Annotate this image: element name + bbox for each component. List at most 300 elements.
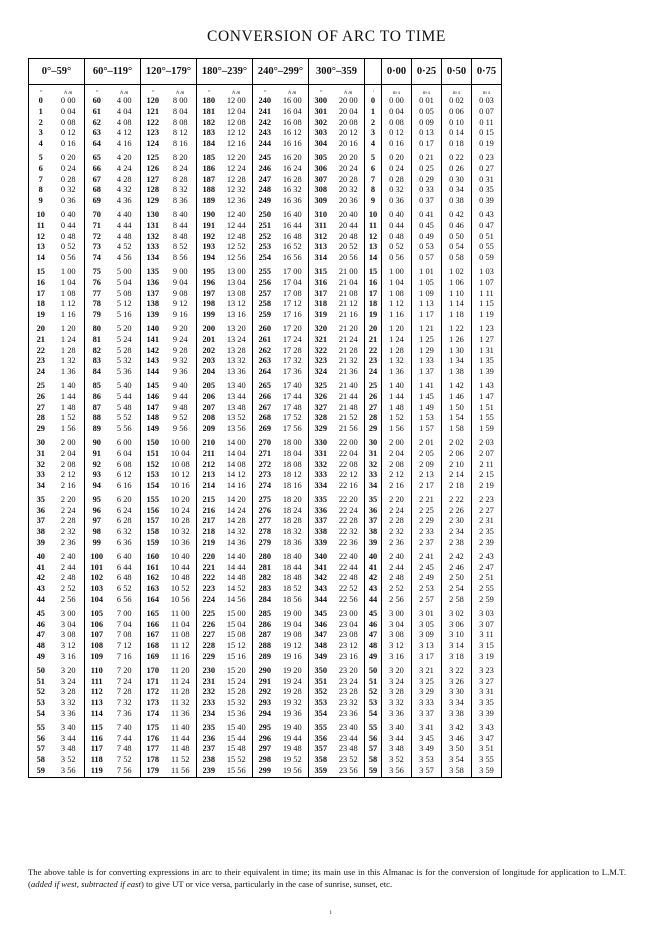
degree-cell: 91 <box>92 448 101 458</box>
table-row <box>29 310 502 321</box>
minute-value-cell: 2 55 <box>472 584 502 595</box>
table-row <box>29 392 502 403</box>
time-cell: 17 52 <box>277 413 309 424</box>
degree-cell: 290 <box>258 665 272 675</box>
degree-cell: 68 <box>92 185 101 195</box>
degree-cell: 357 <box>314 744 328 754</box>
minute-value-cell: 2 06 <box>442 449 472 460</box>
time-cell: 5 12 <box>109 299 141 310</box>
minute-arg-cell: 45 <box>365 606 382 620</box>
minute-arg-cell: 10 <box>365 207 382 221</box>
degree-cell: 354 <box>314 709 328 719</box>
minute-value-cell: 0 16 <box>382 139 412 150</box>
time-cell: 15 08 <box>221 630 253 641</box>
time-cell: 16 56 <box>277 253 309 264</box>
minute-value-cell: 2 29 <box>412 516 442 527</box>
minute-value-cell: 3 42 <box>442 720 472 734</box>
minute-value-cell: 3 50 <box>442 744 472 755</box>
degree-cell: 183 <box>202 128 216 138</box>
degree-cell: 71 <box>92 220 101 230</box>
degree-cell: 196 <box>202 277 216 287</box>
time-cell: 2 12 <box>53 470 85 481</box>
degree-cell: 190 <box>202 209 216 219</box>
table-row <box>29 460 502 471</box>
minute-value-cell: 2 30 <box>442 516 472 527</box>
minute-value-cell: 0 42 <box>442 207 472 221</box>
time-cell: 23 12 <box>333 641 365 652</box>
degree-cell: 122 <box>146 117 160 127</box>
table-row <box>29 449 502 460</box>
table-row <box>29 698 502 709</box>
minute-value-cell: 0 36 <box>382 196 412 207</box>
time-cell: 21 36 <box>333 367 365 378</box>
time-cell: 11 44 <box>165 734 197 745</box>
time-cell: 14 52 <box>221 584 253 595</box>
time-cell: 13 04 <box>221 278 253 289</box>
minute-arg-cell: 5 <box>365 150 382 164</box>
unit-minute-arg: ' <box>365 85 382 97</box>
minute-arg-cell: 21 <box>365 335 382 346</box>
time-cell: 12 04 <box>221 107 253 118</box>
time-cell: 15 28 <box>221 687 253 698</box>
time-cell: 7 40 <box>109 720 141 734</box>
degree-cell: 41 <box>29 563 53 574</box>
time-cell: 20 44 <box>333 221 365 232</box>
time-cell: 18 00 <box>277 435 309 449</box>
degree-cell: 90 <box>92 437 101 447</box>
minute-value-cell: 2 08 <box>382 460 412 471</box>
degree-cell: 291 <box>258 676 272 686</box>
time-cell: 23 00 <box>333 606 365 620</box>
degree-cell: 300 <box>314 96 328 105</box>
minute-value-cell: 1 16 <box>382 310 412 321</box>
time-cell: 14 00 <box>221 435 253 449</box>
minute-arg-cell: 24 <box>365 367 382 378</box>
minute-value-cell: 3 08 <box>382 630 412 641</box>
degree-cell: 45 <box>29 606 53 620</box>
time-cell: 4 32 <box>109 185 141 196</box>
time-cell: 4 12 <box>109 128 141 139</box>
degree-cell: 79 <box>92 310 101 320</box>
minute-value-cell: 2 56 <box>382 595 412 606</box>
degree-cell: 224 <box>202 595 216 605</box>
time-cell: 23 04 <box>333 620 365 631</box>
time-cell: 9 32 <box>165 356 197 367</box>
minute-value-cell: 1 46 <box>442 392 472 403</box>
minute-value-cell: 0 10 <box>442 118 472 129</box>
table-row <box>29 403 502 414</box>
time-cell: 15 40 <box>221 720 253 734</box>
degree-cell: 101 <box>90 562 104 572</box>
degree-cell: 111 <box>90 676 103 686</box>
time-cell: 10 20 <box>165 492 197 506</box>
degree-cell: 351 <box>314 676 328 686</box>
time-cell: 1 32 <box>53 356 85 367</box>
minute-value-cell: 2 10 <box>442 460 472 471</box>
minute-value-cell: 1 41 <box>412 378 442 392</box>
degree-cell: 103 <box>90 584 104 594</box>
time-cell: 2 32 <box>53 527 85 538</box>
minute-value-cell: 0 58 <box>442 253 472 264</box>
degree-cell: 343 <box>314 584 328 594</box>
minute-value-cell: 2 11 <box>472 460 502 471</box>
time-cell: 8 16 <box>165 139 197 150</box>
degree-cell: 262 <box>258 345 272 355</box>
minute-value-cell: 0 32 <box>382 185 412 196</box>
time-cell: 0 00 <box>53 96 85 107</box>
time-cell: 7 08 <box>109 630 141 641</box>
table-row <box>29 175 502 186</box>
degree-cell: 356 <box>314 733 328 743</box>
degree-cell: 22 <box>29 346 53 357</box>
degree-cell: 250 <box>258 209 272 219</box>
minute-value-cell: 2 57 <box>412 595 442 606</box>
degree-cell: 19 <box>29 310 53 321</box>
time-cell: 23 36 <box>333 709 365 720</box>
time-cell: 21 20 <box>333 321 365 335</box>
degree-cell: 264 <box>258 367 272 377</box>
time-cell: 8 20 <box>165 150 197 164</box>
degree-cell: 46 <box>29 620 53 631</box>
degree-cell: 97 <box>92 516 101 526</box>
minute-value-cell: 2 32 <box>382 527 412 538</box>
minute-value-cell: 0 29 <box>412 175 442 186</box>
time-cell: 15 04 <box>221 620 253 631</box>
table-row <box>29 641 502 652</box>
page-title: CONVERSION OF ARC TO TIME <box>207 28 446 45</box>
table-row <box>29 289 502 300</box>
degree-cell: 140 <box>146 323 160 333</box>
time-cell: 14 04 <box>221 449 253 460</box>
minute-value-cell: 0 49 <box>412 232 442 243</box>
time-cell: 0 52 <box>53 242 85 253</box>
table-row <box>29 595 502 606</box>
degree-cell: 52 <box>29 687 53 698</box>
minute-value-cell: 3 24 <box>382 677 412 688</box>
time-cell: 2 08 <box>53 460 85 471</box>
minute-value-cell: 0 05 <box>412 107 442 118</box>
minute-value-cell: 3 26 <box>442 677 472 688</box>
minute-value-cell: 0 02 <box>442 96 472 107</box>
degree-cell: 127 <box>146 174 160 184</box>
degree-cell: 298 <box>258 755 272 765</box>
minute-arg-cell: 1 <box>365 107 382 118</box>
time-cell: 18 52 <box>277 584 309 595</box>
minute-value-cell: 1 31 <box>472 346 502 357</box>
degree-cell: 228 <box>202 641 216 651</box>
minute-value-cell: 3 27 <box>472 677 502 688</box>
time-cell: 10 00 <box>165 435 197 449</box>
minute-arg-cell: 15 <box>365 264 382 278</box>
time-cell: 16 04 <box>277 107 309 118</box>
degree-cell: 305 <box>314 152 328 162</box>
minute-arg-cell: 37 <box>365 516 382 527</box>
degree-cell: 139 <box>146 310 160 320</box>
degree-cell: 102 <box>90 573 104 583</box>
degree-cell: 76 <box>92 277 101 287</box>
table-row <box>29 346 502 357</box>
minute-arg-cell: 22 <box>365 346 382 357</box>
degree-cell: 40 <box>29 549 53 563</box>
time-cell: 9 12 <box>165 299 197 310</box>
time-cell: 2 00 <box>53 435 85 449</box>
minute-value-cell: 3 04 <box>382 620 412 631</box>
table-row <box>29 527 502 538</box>
time-cell: 5 16 <box>109 310 141 321</box>
table-row <box>29 492 502 506</box>
degree-cell: 44 <box>29 595 53 606</box>
table-row <box>29 506 502 517</box>
degree-cell: 86 <box>92 391 101 401</box>
table-row <box>29 128 502 139</box>
time-cell: 12 28 <box>221 175 253 186</box>
time-cell: 6 44 <box>109 563 141 574</box>
time-cell: 9 40 <box>165 378 197 392</box>
time-cell: 16 36 <box>277 196 309 207</box>
minute-value-cell: 3 45 <box>412 734 442 745</box>
time-cell: 7 16 <box>109 652 141 663</box>
time-cell: 11 20 <box>165 663 197 677</box>
minute-value-cell: 3 54 <box>442 755 472 766</box>
unit-time: h m <box>333 85 365 97</box>
minute-arg-cell: 14 <box>365 253 382 264</box>
minute-arg-cell: 13 <box>365 242 382 253</box>
time-cell: 13 52 <box>221 413 253 424</box>
minute-value-cell: 2 31 <box>472 516 502 527</box>
degree-cell: 141 <box>146 334 160 344</box>
degree-cell: 88 <box>92 413 101 423</box>
degree-cell: 175 <box>146 722 160 732</box>
degree-cell: 254 <box>258 253 272 263</box>
minute-value-cell: 1 17 <box>412 310 442 321</box>
degree-cell: 223 <box>202 584 216 594</box>
time-cell: 21 08 <box>333 289 365 300</box>
degree-cell: 337 <box>314 516 328 526</box>
minute-value-cell: 0 43 <box>472 207 502 221</box>
minute-value-cell: 1 00 <box>382 264 412 278</box>
table-row <box>29 470 502 481</box>
minute-value-cell: 3 55 <box>472 755 502 766</box>
degree-cell: 230 <box>202 665 216 675</box>
degree-cell: 345 <box>314 608 328 618</box>
minute-value-cell: 2 20 <box>382 492 412 506</box>
degree-cell: 247 <box>258 174 272 184</box>
minute-value-cell: 3 14 <box>442 641 472 652</box>
degree-cell: 315 <box>314 266 328 276</box>
time-cell: 10 16 <box>165 481 197 492</box>
time-cell: 4 36 <box>109 196 141 207</box>
time-cell: 4 24 <box>109 164 141 175</box>
degree-cell: 265 <box>258 380 272 390</box>
degree-cell: 174 <box>146 709 160 719</box>
time-cell: 3 08 <box>53 630 85 641</box>
time-cell: 18 24 <box>277 506 309 517</box>
degree-cell: 89 <box>92 424 101 434</box>
degree-cell: 222 <box>202 573 216 583</box>
degree-cell: 244 <box>258 139 272 149</box>
degree-cell: 42 <box>29 573 53 584</box>
time-cell: 18 44 <box>277 563 309 574</box>
table-row <box>29 687 502 698</box>
degree-cell: 268 <box>258 413 272 423</box>
minute-value-cell: 1 21 <box>412 321 442 335</box>
unit-degree: ° <box>263 90 266 96</box>
time-cell: 18 20 <box>277 492 309 506</box>
minute-value-cell: 1 37 <box>412 367 442 378</box>
degree-cell: 213 <box>202 470 216 480</box>
minute-value-cell: 2 35 <box>472 527 502 538</box>
time-cell: 21 32 <box>333 356 365 367</box>
time-cell: 2 04 <box>53 449 85 460</box>
minute-value-cell: 1 02 <box>442 264 472 278</box>
degree-cell: 83 <box>92 356 101 366</box>
minute-value-cell: 2 28 <box>382 516 412 527</box>
degree-cell: 35 <box>29 492 53 506</box>
minute-value-cell: 3 22 <box>442 663 472 677</box>
time-cell: 0 36 <box>53 196 85 207</box>
degree-cell: 0 <box>29 96 53 107</box>
time-cell: 5 32 <box>109 356 141 367</box>
time-cell: 18 36 <box>277 538 309 549</box>
time-cell: 11 00 <box>165 606 197 620</box>
degree-cell: 288 <box>258 641 272 651</box>
time-cell: 4 16 <box>109 139 141 150</box>
time-cell: 4 52 <box>109 242 141 253</box>
degree-cell: 220 <box>202 551 216 561</box>
degree-cell: 299 <box>253 766 277 777</box>
minute-arg-cell: 31 <box>365 449 382 460</box>
degree-cell: 323 <box>314 356 328 366</box>
degree-cell: 129 <box>146 196 160 206</box>
time-cell: 23 32 <box>333 698 365 709</box>
minute-arg-cell: 52 <box>365 687 382 698</box>
minute-value-cell: 1 09 <box>412 289 442 300</box>
time-cell: 4 44 <box>109 221 141 232</box>
minute-value-cell: 1 05 <box>412 278 442 289</box>
minute-value-cell: 2 17 <box>412 481 442 492</box>
degree-cell: 58 <box>29 755 53 766</box>
minute-value-cell: 2 13 <box>412 470 442 481</box>
minute-value-cell: 0 47 <box>472 221 502 232</box>
degree-cell: 4 <box>29 139 53 150</box>
minute-value-cell: 3 37 <box>412 709 442 720</box>
unit-minute-value: m s <box>382 85 412 97</box>
minute-value-cell: 1 45 <box>412 392 442 403</box>
time-cell: 12 20 <box>221 150 253 164</box>
degree-cell: 80 <box>92 323 101 333</box>
minute-value-cell: 0 07 <box>472 107 502 118</box>
time-cell: 1 16 <box>53 310 85 321</box>
minute-value-cell: 1 04 <box>382 278 412 289</box>
degree-cell: 182 <box>202 117 216 127</box>
time-cell: 17 32 <box>277 356 309 367</box>
minute-value-cell: 1 44 <box>382 392 412 403</box>
unit-time: h m <box>165 85 197 97</box>
minute-value-cell: 3 32 <box>382 698 412 709</box>
minute-value-cell: 1 54 <box>442 413 472 424</box>
degree-cell: 132 <box>146 231 160 241</box>
degree-cell: 164 <box>146 595 160 605</box>
degree-cell: 72 <box>92 231 101 241</box>
time-cell: 17 12 <box>277 299 309 310</box>
time-cell: 0 08 <box>53 118 85 129</box>
minute-value-cell: 0 26 <box>442 164 472 175</box>
time-cell: 7 12 <box>109 641 141 652</box>
time-cell: 6 20 <box>109 492 141 506</box>
degree-cell: 65 <box>92 152 101 162</box>
time-cell: 3 36 <box>53 709 85 720</box>
degree-cell: 112 <box>90 687 103 697</box>
table-row <box>29 413 502 424</box>
time-cell: 13 32 <box>221 356 253 367</box>
minute-value-cell: 2 25 <box>412 506 442 517</box>
degree-cell: 309 <box>314 196 328 206</box>
degree-cell: 207 <box>202 402 216 412</box>
header-minute-fraction: 0·25 <box>412 59 442 85</box>
time-cell: 19 40 <box>277 720 309 734</box>
degree-cell: 333 <box>314 470 328 480</box>
time-cell: 16 00 <box>277 96 309 107</box>
degree-cell: 176 <box>146 733 160 743</box>
time-cell: 9 08 <box>165 289 197 300</box>
time-cell: 23 56 <box>333 766 365 777</box>
time-cell: 19 08 <box>277 630 309 641</box>
minute-arg-cell: 18 <box>365 299 382 310</box>
table-row <box>29 709 502 720</box>
minute-value-cell: 2 38 <box>442 538 472 549</box>
minute-value-cell: 1 39 <box>472 367 502 378</box>
degree-cell: 346 <box>314 619 328 629</box>
minute-value-cell: 0 13 <box>412 128 442 139</box>
time-cell: 7 36 <box>109 709 141 720</box>
minute-value-cell: 0 25 <box>412 164 442 175</box>
minute-value-cell: 0 44 <box>382 221 412 232</box>
degree-cell: 259 <box>258 310 272 320</box>
time-cell: 6 48 <box>109 573 141 584</box>
time-cell: 20 00 <box>333 96 365 107</box>
degree-cell: 67 <box>92 174 101 184</box>
time-cell: 3 48 <box>53 744 85 755</box>
time-cell: 13 24 <box>221 335 253 346</box>
time-cell: 5 00 <box>109 264 141 278</box>
time-cell: 10 48 <box>165 573 197 584</box>
time-cell: 16 08 <box>277 118 309 129</box>
minute-arg-cell: 11 <box>365 221 382 232</box>
time-cell: 1 00 <box>53 264 85 278</box>
degree-cell: 136 <box>146 277 160 287</box>
time-cell: 18 56 <box>277 595 309 606</box>
degree-cell: 114 <box>90 709 103 719</box>
minute-value-cell: 1 06 <box>442 278 472 289</box>
time-cell: 22 24 <box>333 506 365 517</box>
time-cell: 17 56 <box>277 424 309 435</box>
minute-value-cell: 1 50 <box>442 403 472 414</box>
time-cell: 4 28 <box>109 175 141 186</box>
minute-arg-cell: 43 <box>365 584 382 595</box>
degree-cell: 28 <box>29 413 53 424</box>
time-cell: 16 48 <box>277 232 309 243</box>
footnote <box>28 866 626 890</box>
time-cell: 8 08 <box>165 118 197 129</box>
time-cell: 10 44 <box>165 563 197 574</box>
degree-cell: 51 <box>29 677 53 688</box>
time-cell: 2 24 <box>53 506 85 517</box>
time-cell: 17 16 <box>277 310 309 321</box>
degree-cell: 332 <box>314 459 328 469</box>
degree-cell: 324 <box>314 367 328 377</box>
minute-value-cell: 2 33 <box>412 527 442 538</box>
time-cell: 14 12 <box>221 470 253 481</box>
